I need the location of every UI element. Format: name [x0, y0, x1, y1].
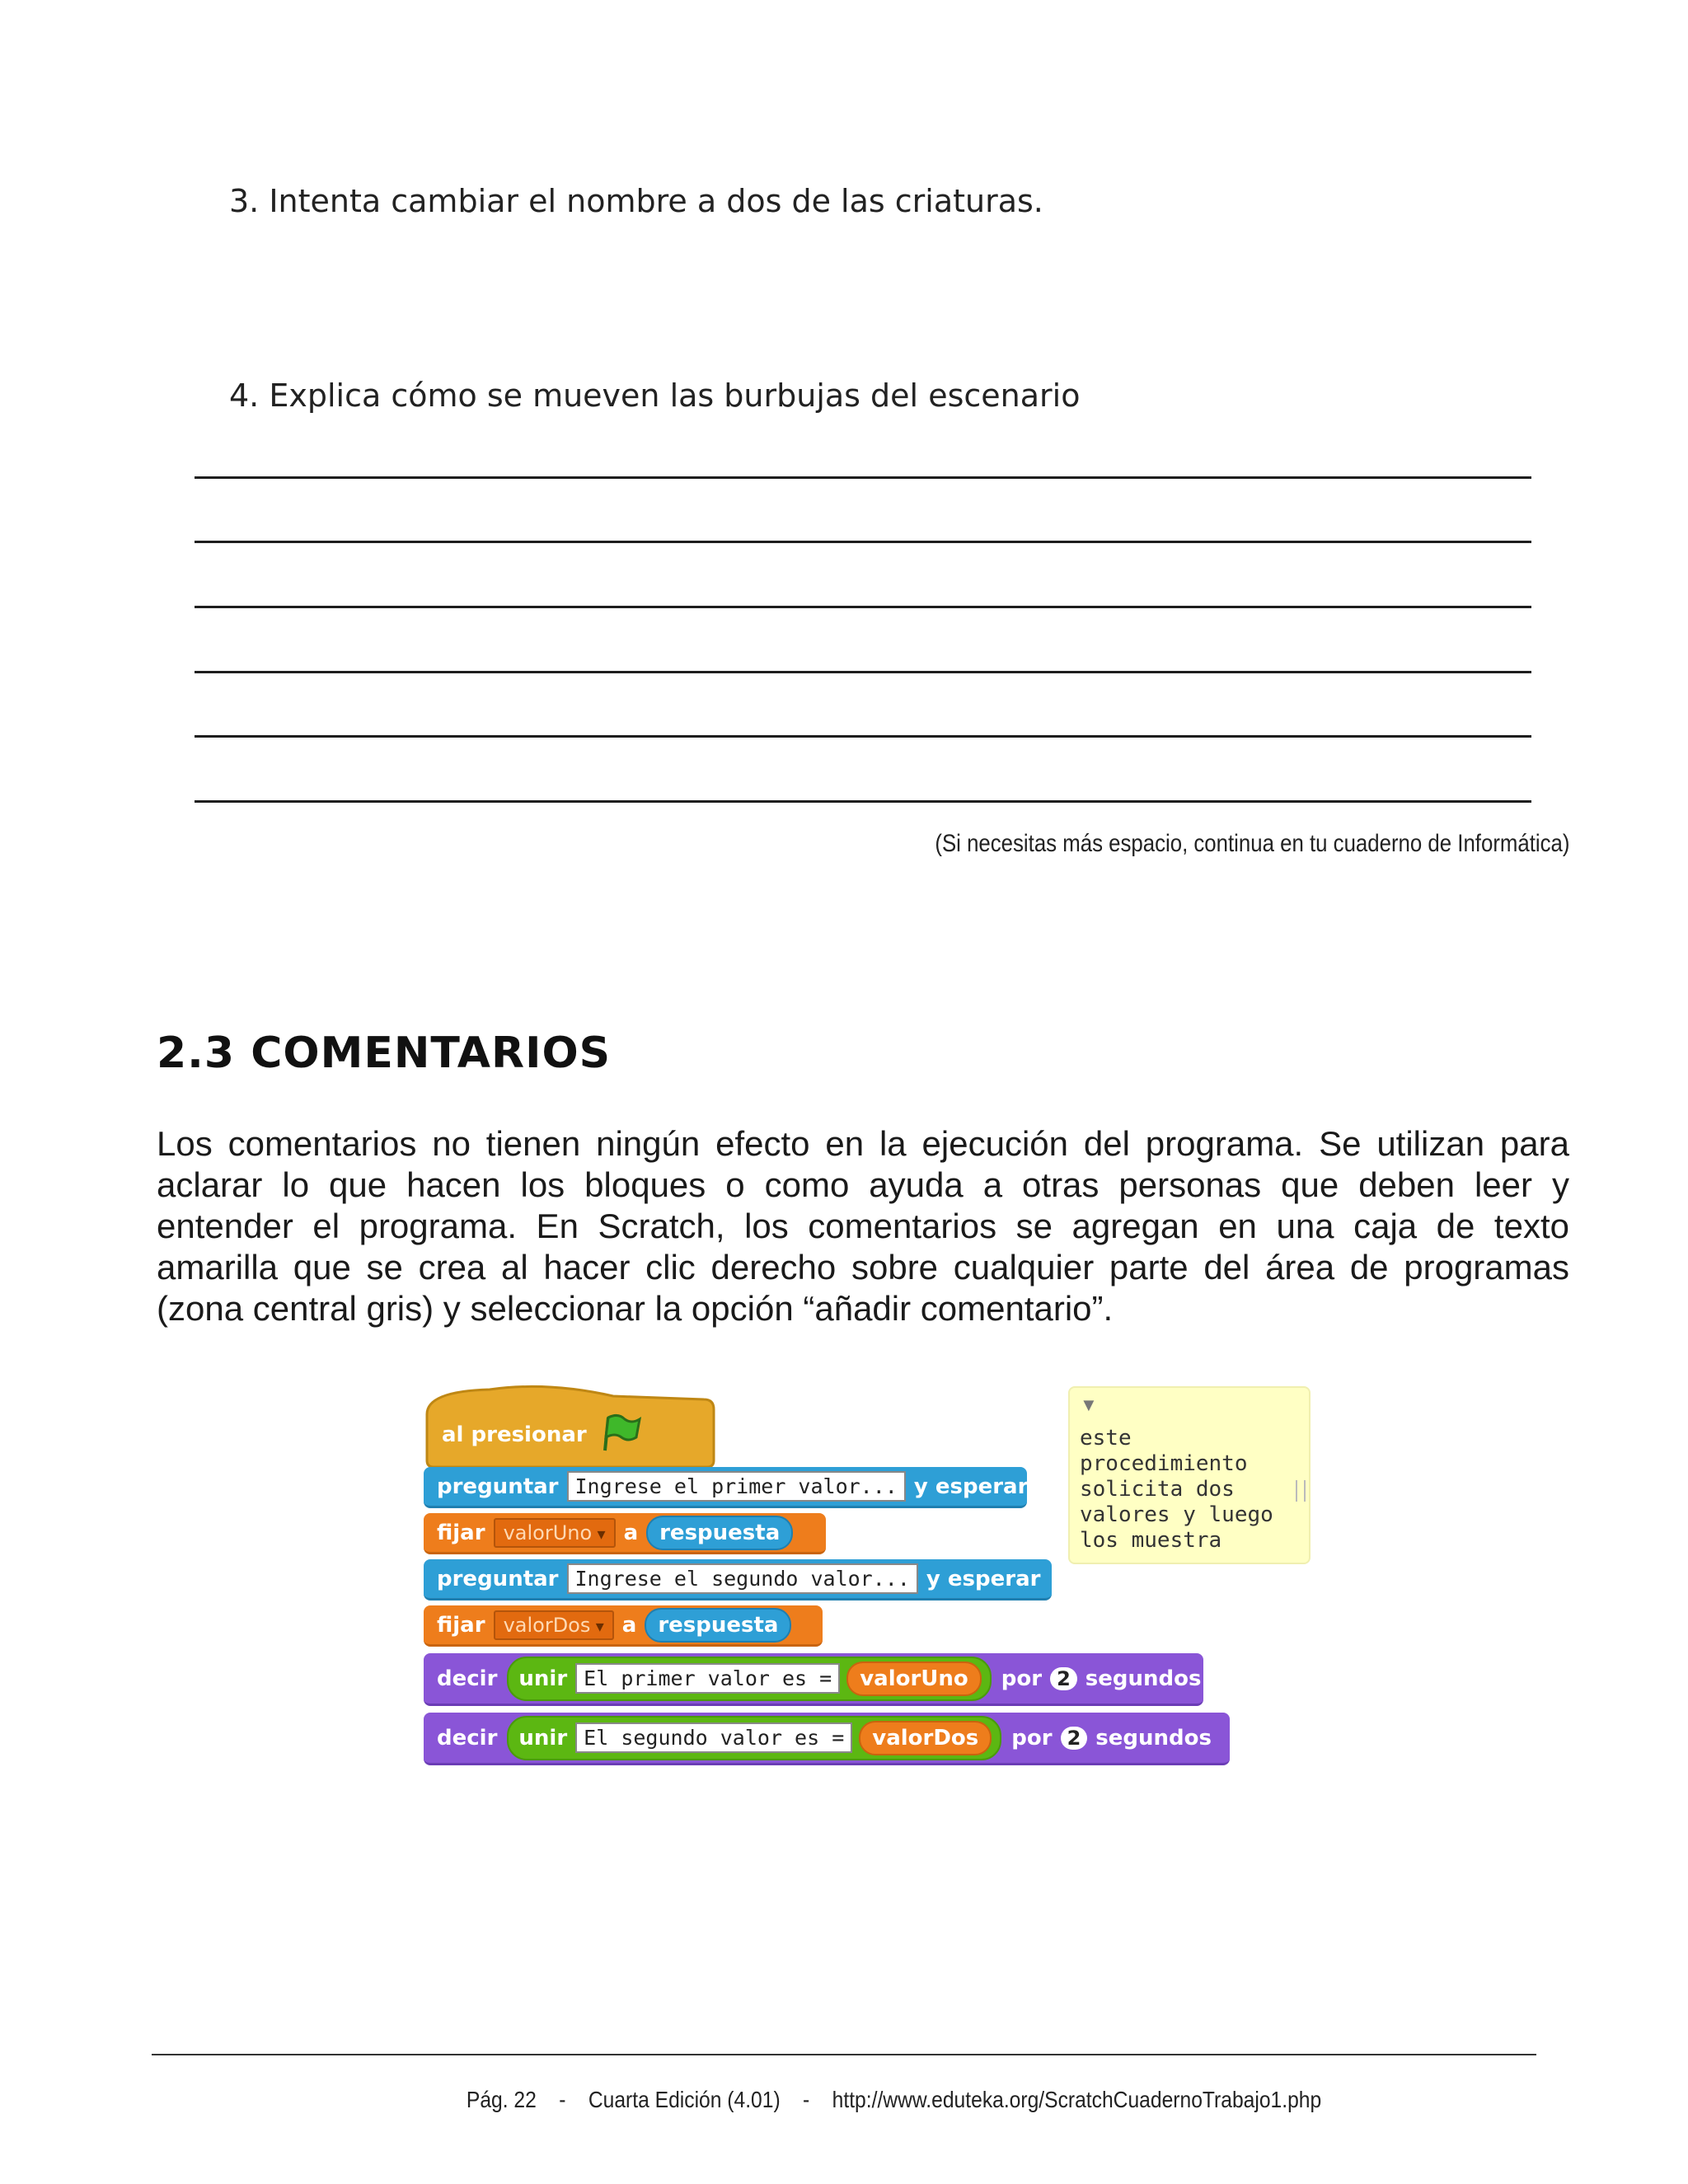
- section-paragraph: [157, 1123, 1569, 1329]
- paragraph-line: Los comentarios no tienen ningún efecto en la ejecución del programa. Se utilizan para: [157, 1124, 1569, 1163]
- say-block-2: [424, 1713, 1230, 1765]
- ask-field[interactable]: Ingrese el segundo valor...: [567, 1563, 918, 1594]
- footer-separator: -: [559, 2087, 566, 2112]
- footer-rule: [152, 2054, 1536, 2055]
- set-label: fijar: [437, 1520, 485, 1545]
- join-text-field[interactable]: El primer valor es =: [575, 1663, 840, 1694]
- hat-label: al presionar: [442, 1422, 587, 1447]
- ask-block-2: [424, 1559, 1052, 1601]
- resize-handle-icon[interactable]: [1296, 1480, 1306, 1502]
- paragraph-line: entender el programa. En Scratch, los comentarios se agregan en una caja de texto: [157, 1207, 1569, 1245]
- comment-text: este procedimiento solicita dos valores y luego los muestra: [1080, 1426, 1273, 1553]
- question-3: 3. Intenta cambiar el nombre a dos de las criaturas.: [229, 183, 1043, 219]
- extra-space-note: (Si necesitas más espacio, continua en tu cuaderno de Informática): [934, 830, 1569, 857]
- seconds-label: segundos: [1085, 1666, 1202, 1691]
- paragraph-line: (zona central gris) y seleccionar la opción “añadir comentario”.: [157, 1289, 1114, 1328]
- seconds-field[interactable]: 2: [1050, 1667, 1077, 1690]
- page-footer: [455, 2060, 1322, 2113]
- seconds-field[interactable]: 2: [1061, 1727, 1088, 1750]
- comment-collapse-icon[interactable]: ▼: [1080, 1394, 1098, 1415]
- join-text-field[interactable]: El segundo valor es =: [575, 1722, 852, 1753]
- set-to-label: a: [621, 1612, 637, 1638]
- join-block: [507, 1657, 991, 1701]
- comment-box[interactable]: [1068, 1386, 1311, 1564]
- ask-suffix: y esperar: [926, 1566, 1041, 1591]
- paragraph-line: amarilla que se crea al hacer clic derecho sobre cualquier parte del área de programas: [157, 1248, 1569, 1286]
- join-label: unir: [518, 1666, 568, 1691]
- set-block-2: [424, 1605, 823, 1647]
- paragraph-line: aclarar lo que hacen los bloques o como ayuda a otras personas que deben leer y: [157, 1165, 1569, 1204]
- seconds-label: segundos: [1095, 1725, 1212, 1750]
- set-label: fijar: [437, 1612, 485, 1638]
- ask-suffix: y esperar: [913, 1474, 1029, 1499]
- say-block-1: [424, 1653, 1203, 1706]
- set-to-label: a: [623, 1520, 639, 1545]
- edition-label: Cuarta Edición (4.01): [588, 2087, 781, 2112]
- answer-reporter: respuesta: [646, 1516, 793, 1550]
- ask-label: preguntar: [437, 1566, 559, 1591]
- variable-dropdown[interactable]: valorDos ▾: [494, 1610, 614, 1640]
- ask-field[interactable]: Ingrese el primer valor...: [567, 1471, 906, 1502]
- answer-reporter: respuesta: [645, 1608, 791, 1643]
- join-block: [507, 1716, 1001, 1760]
- ask-block-1: [424, 1467, 1027, 1508]
- answer-line[interactable]: [195, 671, 1531, 673]
- set-block-1: [424, 1513, 826, 1554]
- say-label: decir: [437, 1725, 498, 1750]
- variable-dropdown[interactable]: valorUno ▾: [494, 1518, 616, 1548]
- footer-url[interactable]: http://www.eduteka.org/ScratchCuadernoTrabajo1.php: [832, 2087, 1322, 2112]
- answer-line[interactable]: [195, 541, 1531, 543]
- say-label: decir: [437, 1666, 498, 1691]
- footer-separator: -: [803, 2087, 810, 2112]
- variable-reporter: valorUno: [846, 1661, 982, 1696]
- for-label: por: [1001, 1666, 1043, 1691]
- green-flag-icon: [597, 1413, 643, 1458]
- variable-reporter: valorDos: [859, 1721, 992, 1755]
- answer-line[interactable]: [195, 606, 1531, 608]
- join-label: unir: [518, 1725, 568, 1750]
- ask-label: preguntar: [437, 1474, 559, 1499]
- section-heading: 2.3 COMENTARIOS: [157, 1029, 612, 1078]
- page-number: Pág. 22: [466, 2087, 537, 2112]
- question-4: 4. Explica cómo se mueven las burbujas del escenario: [229, 377, 1081, 414]
- answer-line[interactable]: [195, 476, 1531, 479]
- answer-line[interactable]: [195, 800, 1531, 803]
- answer-line[interactable]: [195, 735, 1531, 738]
- for-label: por: [1011, 1725, 1053, 1750]
- hat-block-when-flag-clicked: [424, 1381, 715, 1470]
